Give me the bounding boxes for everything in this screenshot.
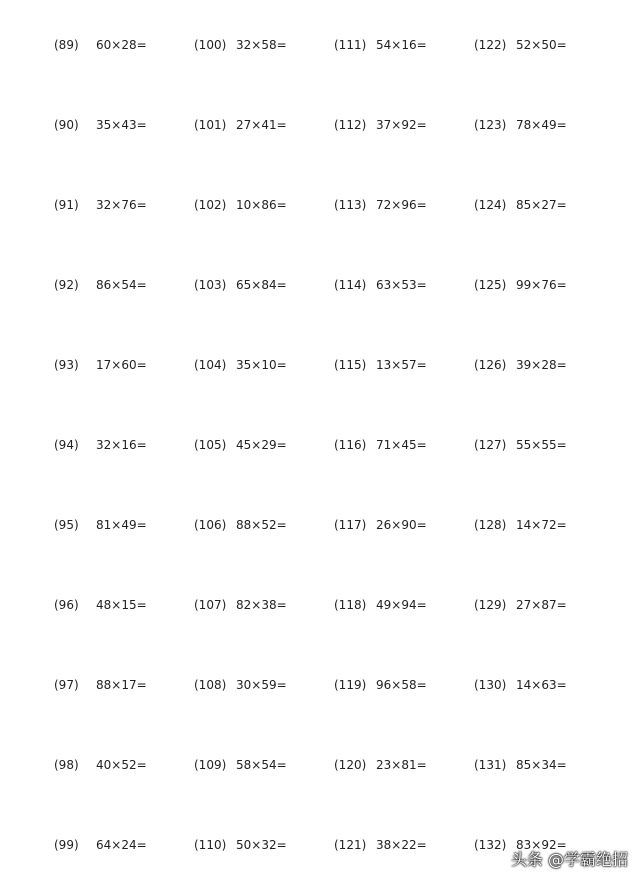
problem-number: (108) [194, 678, 227, 692]
problem-number: (95) [54, 518, 79, 532]
problem-expression: 10×86= [236, 198, 287, 212]
problem-number: (125) [474, 278, 507, 292]
problem-number: (122) [474, 38, 507, 52]
problem-expression: 65×84= [236, 278, 287, 292]
problem-expression: 82×38= [236, 598, 287, 612]
problem-expression: 52×50= [516, 38, 567, 52]
problem-number: (121) [334, 838, 367, 852]
problem-expression: 30×59= [236, 678, 287, 692]
problem-number: (94) [54, 438, 79, 452]
problem-number: (118) [334, 598, 367, 612]
problem-expression: 26×90= [376, 518, 427, 532]
problem-number: (110) [194, 838, 227, 852]
problem-expression: 32×16= [96, 438, 147, 452]
problem-number: (92) [54, 278, 79, 292]
problem-expression: 45×29= [236, 438, 287, 452]
problem-expression: 38×22= [376, 838, 427, 852]
problem-expression: 50×32= [236, 838, 287, 852]
problem-expression: 32×76= [96, 198, 147, 212]
problem-expression: 13×57= [376, 358, 427, 372]
problem-expression: 55×55= [516, 438, 567, 452]
problem-number: (89) [54, 38, 79, 52]
problem-expression: 88×17= [96, 678, 147, 692]
problem-number: (126) [474, 358, 507, 372]
problem-number: (104) [194, 358, 227, 372]
problem-number: (90) [54, 118, 79, 132]
problem-number: (101) [194, 118, 227, 132]
problem-number: (103) [194, 278, 227, 292]
problem-expression: 72×96= [376, 198, 427, 212]
problem-number: (102) [194, 198, 227, 212]
problem-number: (112) [334, 118, 367, 132]
problem-expression: 49×94= [376, 598, 427, 612]
problem-expression: 81×49= [96, 518, 147, 532]
problem-expression: 40×52= [96, 758, 147, 772]
problem-expression: 83×92= [516, 838, 567, 852]
problem-number: (91) [54, 198, 79, 212]
problem-expression: 17×60= [96, 358, 147, 372]
problem-expression: 54×16= [376, 38, 427, 52]
problem-expression: 48×15= [96, 598, 147, 612]
problem-expression: 14×63= [516, 678, 567, 692]
problem-expression: 27×87= [516, 598, 567, 612]
problem-expression: 58×54= [236, 758, 287, 772]
problem-number: (96) [54, 598, 79, 612]
problem-number: (114) [334, 278, 367, 292]
problem-number: (99) [54, 838, 79, 852]
problem-number: (113) [334, 198, 367, 212]
problem-expression: 85×27= [516, 198, 567, 212]
problem-expression: 35×43= [96, 118, 147, 132]
problem-number: (129) [474, 598, 507, 612]
problem-expression: 14×72= [516, 518, 567, 532]
problem-number: (132) [474, 838, 507, 852]
problem-number: (115) [334, 358, 367, 372]
problem-number: (119) [334, 678, 367, 692]
problem-number: (127) [474, 438, 507, 452]
problem-number: (116) [334, 438, 367, 452]
problem-number: (117) [334, 518, 367, 532]
problem-expression: 35×10= [236, 358, 287, 372]
problem-expression: 63×53= [376, 278, 427, 292]
problem-expression: 39×28= [516, 358, 567, 372]
problem-number: (98) [54, 758, 79, 772]
problem-number: (111) [334, 38, 367, 52]
problem-number: (107) [194, 598, 227, 612]
problem-expression: 96×58= [376, 678, 427, 692]
problem-number: (97) [54, 678, 79, 692]
problem-number: (93) [54, 358, 79, 372]
problem-number: (106) [194, 518, 227, 532]
problem-expression: 64×24= [96, 838, 147, 852]
problem-expression: 86×54= [96, 278, 147, 292]
problem-expression: 27×41= [236, 118, 287, 132]
problem-expression: 32×58= [236, 38, 287, 52]
problem-number: (130) [474, 678, 507, 692]
problem-number: (124) [474, 198, 507, 212]
problem-expression: 71×45= [376, 438, 427, 452]
problem-number: (123) [474, 118, 507, 132]
problem-number: (100) [194, 38, 227, 52]
problem-expression: 23×81= [376, 758, 427, 772]
problem-number: (120) [334, 758, 367, 772]
problem-number: (109) [194, 758, 227, 772]
watermark: 头条 @学霸绝招 [510, 850, 628, 869]
problem-expression: 78×49= [516, 118, 567, 132]
problem-number: (128) [474, 518, 507, 532]
problem-expression: 99×76= [516, 278, 567, 292]
problem-expression: 88×52= [236, 518, 287, 532]
problem-expression: 37×92= [376, 118, 427, 132]
problem-expression: 85×34= [516, 758, 567, 772]
problem-number: (105) [194, 438, 227, 452]
problem-expression: 60×28= [96, 38, 147, 52]
problem-number: (131) [474, 758, 507, 772]
